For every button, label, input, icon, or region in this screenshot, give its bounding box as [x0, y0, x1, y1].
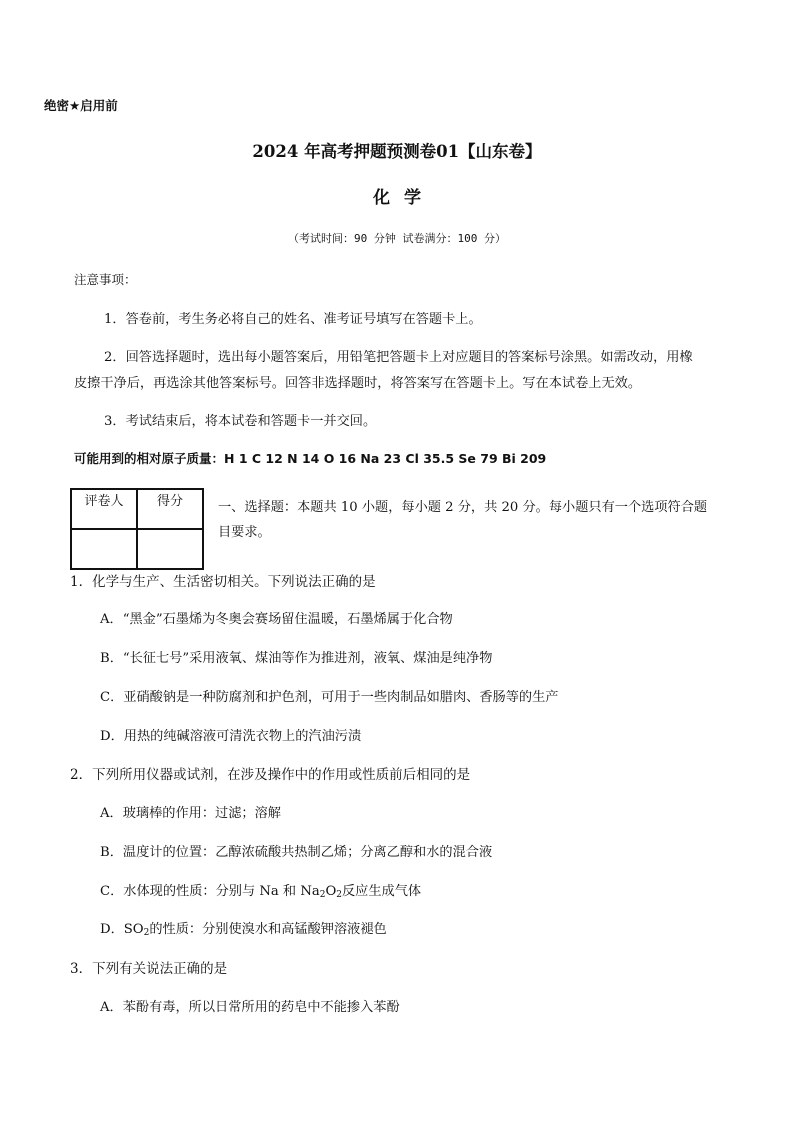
question-2-option-a: A．玻璃棒的作用：过滤；溶解 — [100, 806, 281, 821]
subscript: 2 — [143, 928, 150, 938]
section-instructions-line-2: 目要求。 — [218, 525, 271, 540]
exam-time-info: （考试时间：90 分钟 试卷满分：100 分） — [288, 232, 506, 245]
score-header: 得分 — [137, 489, 203, 529]
subscript: 2 — [319, 890, 326, 900]
grader-cell — [71, 529, 137, 569]
subscript: 2 — [336, 890, 342, 900]
question-2-option-c-mid: O — [325, 884, 337, 899]
note-item-2-line-1: 2．回答选择题时，选出每小题答案后，用铅笔把答题卡上对应题目的答案标号涂黑。如需改动，用橡 — [104, 350, 693, 365]
question-2-option-d — [100, 918, 387, 938]
question-2-option-c-post: 反应生成气体 — [342, 884, 422, 899]
question-1-option-c: C．亚硝酸钠是一种防腐剂和护色剂，可用于一些肉制品如腊肉、香肠等的生产 — [100, 690, 559, 705]
question-3-stem: 3．下列有关说法正确的是 — [70, 961, 228, 977]
question-2-stem: 2．下列所用仪器或试剂，在涉及操作中的作用或性质前后相同的是 — [70, 767, 471, 783]
section-instructions-line-1: 一、选择题：本题共 10 小题，每小题 2 分，共 20 分。每小题只有一个选项符合题 — [218, 500, 708, 515]
note-item-2-line-2: 皮擦干净后，再选涂其他答案标号。回答非选择题时，将答案写在答题卡上。写在本试卷上无效。 — [74, 376, 642, 391]
score-cell — [137, 529, 203, 569]
question-2-option-d-pre: D．SO — [100, 922, 144, 937]
notes-heading: 注意事项： — [74, 272, 137, 287]
note-item-1: 1．答卷前，考生务必将自己的姓名、准考证号填写在答题卡上。 — [104, 312, 482, 327]
atomic-masses: 可能用到的相对原子质量：H 1 C 12 N 14 O 16 Na 23 Cl 35.5 Se 79 Bi 209 — [74, 451, 547, 466]
score-table — [70, 488, 204, 570]
question-1-option-a: A．“黑金”石墨烯为冬奥会赛场留住温暖，石墨烯属于化合物 — [100, 612, 453, 627]
question-1-option-d: D．用热的纯碱溶液可清洗衣物上的汽油污渍 — [100, 729, 362, 744]
grader-header: 评卷人 — [71, 489, 137, 529]
question-2-option-c-pre: C．水体现的性质：分别与 Na 和 Na — [100, 884, 320, 899]
question-2-option-d-post: 的性质：分别使溴水和高锰酸钾溶液褪色 — [149, 922, 387, 937]
exam-title: 2024 年高考押题预测卷01【山东卷】 — [252, 142, 542, 161]
question-3-option-a: A．苯酚有毒，所以日常所用的药皂中不能掺入苯酚 — [100, 1000, 400, 1015]
confidential-label: 绝密★启用前 — [44, 98, 118, 113]
question-2-option-b: B．温度计的位置：乙醇浓硫酸共热制乙烯；分离乙醇和水的混合液 — [100, 845, 493, 860]
question-2-option-c — [100, 880, 421, 900]
question-1-option-b: B．“长征七号”采用液氧、煤油等作为推进剂，液氧、煤油是纯净物 — [100, 651, 493, 666]
subject-title: 化学 — [373, 188, 435, 208]
note-item-3: 3．考试结束后，将本试卷和答题卡一并交回。 — [104, 414, 377, 429]
question-1-stem: 1．化学与生产、生活密切相关。下列说法正确的是 — [70, 574, 376, 590]
